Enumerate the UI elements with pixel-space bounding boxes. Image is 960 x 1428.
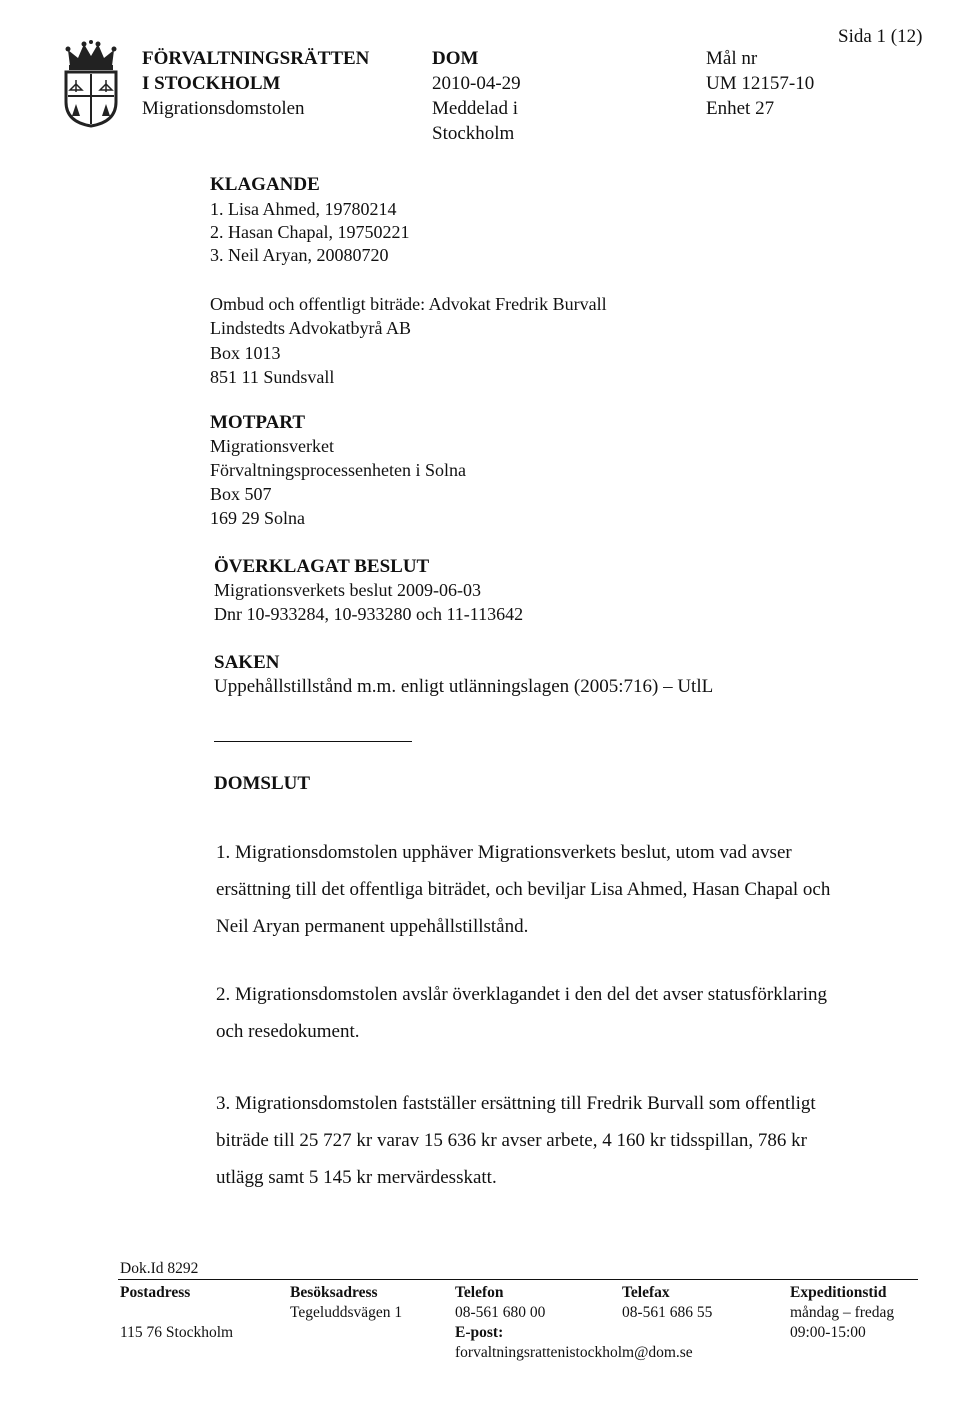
motpart-line: 169 29 Solna <box>210 508 306 528</box>
motpart-line: Migrationsverket <box>210 436 334 456</box>
overklagat-heading: ÖVERKLAGAT BESLUT <box>214 556 430 577</box>
overklagat-line: Dnr 10-933284, 10-933280 och 11-113642 <box>214 604 524 624</box>
klagande-person: 3. Neil Aryan, 20080720 <box>210 245 389 265</box>
case-number: UM 12157-10 <box>706 73 815 94</box>
ombud-line: 851 11 Sundsvall <box>210 367 335 387</box>
page-indicator: Sida 1 (12) <box>838 26 923 47</box>
motpart-line: Förvaltningsprocessenheten i Solna <box>210 460 466 480</box>
domslut-item: 1. Migrationsdomstolen upphäver Migrationsverkets beslut, utom vad avser ersättning till det offentliga biträdet, och beviljar Lisa Ahmed, Hasan Chapal och Neil Aryan permanent uppehållstillstånd. <box>216 842 831 937</box>
document-date: 2010-04-29 <box>432 73 521 94</box>
case-label: Mål nr <box>706 48 758 69</box>
postadress-label: Postadress <box>120 1284 191 1301</box>
domslut-heading: DOMSLUT <box>214 773 311 794</box>
saken-heading: SAKEN <box>214 652 280 673</box>
telefon-label: Telefon <box>455 1284 504 1301</box>
expeditionstid-label: Expeditionstid <box>790 1284 887 1301</box>
telefon-value: 08-561 680 00 <box>455 1304 546 1321</box>
klagande-heading: KLAGANDE <box>210 174 320 195</box>
epost-link[interactable]: forvaltningsrattenistockholm@dom.se <box>455 1344 693 1361</box>
court-name-line1: FÖRVALTNINGSRÄTTEN <box>142 48 370 69</box>
ombud-line: Box 1013 <box>210 343 281 363</box>
footer-divider <box>118 1279 918 1280</box>
epost-label: E-post: <box>455 1324 504 1341</box>
court-division: Migrationsdomstolen <box>142 98 305 119</box>
domslut-item: 2. Migrationsdomstolen avslår överklagandet i den del det avser statusförklaring och resedokument. <box>216 984 828 1042</box>
document-type: DOM <box>432 48 479 69</box>
saken-text: Uppehållstillstånd m.m. enligt utlänningslagen (2005:716) – UtlL <box>214 676 714 697</box>
announced-label: Meddelad i <box>432 98 519 119</box>
expeditionstid-hours: 09:00-15:00 <box>790 1324 866 1341</box>
besoksadress-label: Besöksadress <box>290 1284 378 1301</box>
besoksadress-value: Tegeluddsvägen 1 <box>290 1304 403 1321</box>
telefax-value: 08-561 686 55 <box>622 1304 713 1321</box>
telefax-label: Telefax <box>622 1284 670 1301</box>
motpart-line: Box 507 <box>210 484 272 504</box>
postadress-value: 115 76 Stockholm <box>120 1324 234 1341</box>
motpart-heading: MOTPART <box>210 412 306 433</box>
court-crest-icon <box>60 40 122 128</box>
section-divider <box>214 741 412 742</box>
domslut-item: 3. Migrationsdomstolen fastställer ersättning till Fredrik Burvall som offentligt biträde till 25 727 kr varav 15 636 kr avser arbete, 4 160 kr tidsspillan, 786 kr utlägg samt 5 145 kr mervärdesskatt. <box>216 1093 816 1188</box>
klagande-person: 1. Lisa Ahmed, 19780214 <box>210 199 397 219</box>
ombud-line: Ombud och offentligt biträde: Advokat Fredrik Burvall <box>210 294 607 314</box>
expeditionstid-days: måndag – fredag <box>790 1304 895 1321</box>
overklagat-line: Migrationsverkets beslut 2009-06-03 <box>214 580 481 600</box>
ombud-line: Lindstedts Advokatbyrå AB <box>210 318 411 338</box>
court-name-line2: I STOCKHOLM <box>142 73 281 94</box>
document-id: Dok.Id 8292 <box>120 1260 199 1277</box>
announced-place: Stockholm <box>432 123 515 144</box>
klagande-person: 2. Hasan Chapal, 19750221 <box>210 222 410 242</box>
unit: Enhet 27 <box>706 98 775 119</box>
